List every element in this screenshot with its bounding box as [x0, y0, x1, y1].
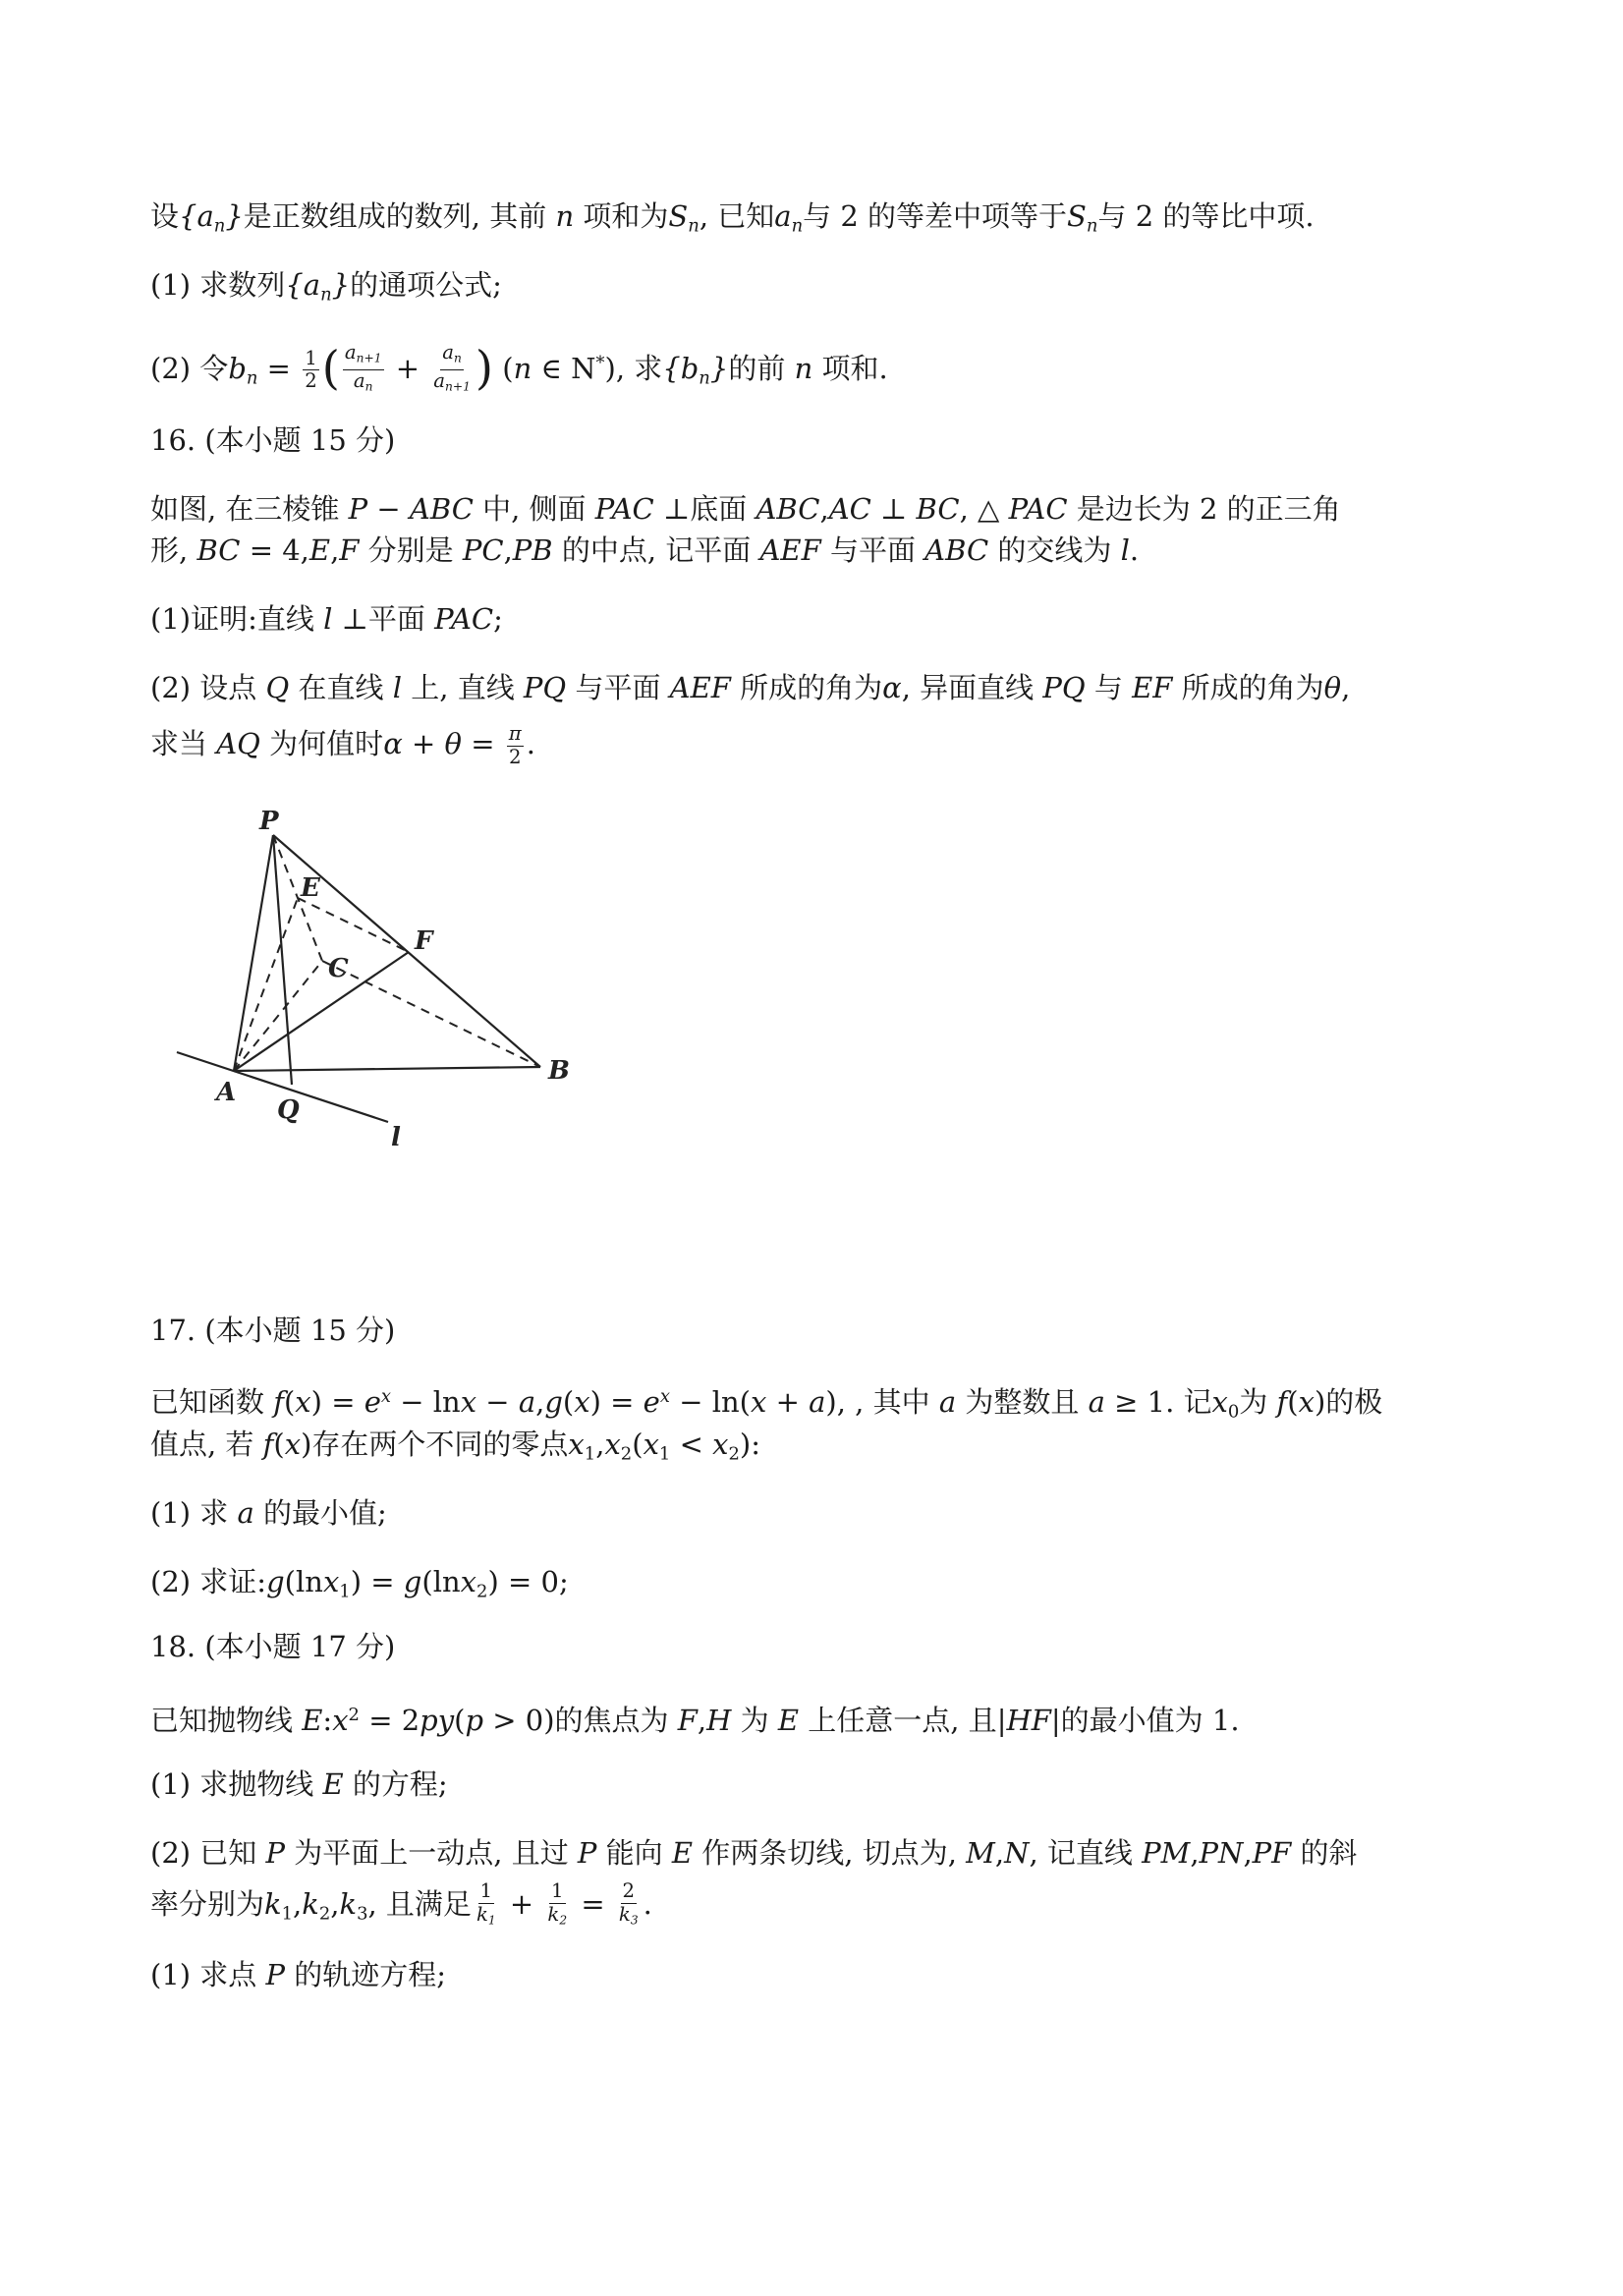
q17-part2: (2) 求证:g(lnx$_1$) = g(lnx$_2$) = 0; [150, 1565, 569, 1602]
q15-intro: 设$\{a_n\}$是正数组成的数列, 其前 n 项和为$S_n$, 已知$a_n$与 2 的等差中项等于$S_n$与 2 的等比中项. [150, 199, 1315, 237]
q18-statement: 已知抛物线 $E:x^2 = 2py(p > 0)$的焦点为 F,H 为 E 上任意一点, 且|HF|的最小值为 1. [150, 1703, 1240, 1737]
edge-AF [234, 952, 409, 1071]
q17-statement-line2: 值点, 若 f(x)存在两个不同的零点$x_1,x_2(x_1 < x_2)$: [150, 1428, 760, 1465]
q16-statement-line1: 如图, 在三棱锥 P − ABC 中, 侧面 PAC ⊥底面 ABC,AC ⊥ BC, △ PAC 是边长为 2 的正三角 [150, 492, 1341, 526]
q17-statement-line1: 已知函数 $f(x) = e^x - \ln x - a,g(x) = e^x - \ln(x + a)$, , 其中 a 为整数且 a ≥ 1. 记$x_0$为 f(x)的极 [150, 1384, 1383, 1423]
label-P: P [259, 807, 279, 836]
q18-header: 18. (本小题 17 分) [150, 1630, 396, 1663]
q18-part2-line2: 率分别为$k_1,k_2,k_3$, 且满足 $\frac{1}{k_1}$ + $\frac{1}{k_2}$ = $\frac{2}{k_3}$ . [150, 1879, 652, 1928]
q18-subpart1: (1) 求点 P 的轨迹方程; [150, 1958, 447, 1991]
label-l: l [391, 1123, 401, 1152]
label-Q: Q [277, 1095, 300, 1125]
q16-header: 16. (本小题 15 分) [150, 423, 396, 457]
q16-part1: (1)证明:直线 l ⊥平面 PAC; [150, 602, 503, 636]
q18-part1: (1) 求抛物线 E 的方程; [150, 1767, 448, 1801]
q17-header: 17. (本小题 15 分) [150, 1314, 396, 1347]
label-A: A [216, 1078, 237, 1107]
edge-PB [273, 835, 540, 1067]
q16-part2-line2: 求当 AQ 为何值时α + θ = $\frac{\pi}{2}$ . [150, 722, 535, 768]
label-B: B [548, 1056, 570, 1086]
label-E: E [301, 873, 320, 903]
q16-part2-line1: (2) 设点 Q 在直线 l 上, 直线 PQ 与平面 AEF 所成的角为α, 异面直线 PQ 与 EF 所成的角为θ, [150, 671, 1351, 704]
q15-part1: (1) 求数列$\{a_n\}$的通项公式; [150, 268, 502, 306]
edge-PQ [273, 835, 292, 1085]
edge-AB [234, 1067, 540, 1071]
q16-statement-line2: 形, BC = 4,E,F 分别是 PC,PB 的中点, 记平面 AEF 与平面 ABC 的交线为 l. [150, 533, 1140, 567]
q18-part2-line1: (2) 已知 P 为平面上一动点, 且过 P 能向 E 作两条切线, 切点为, M,N, 记直线 PM,PN,PF 的斜 [150, 1836, 1358, 1870]
edge-PA [234, 835, 273, 1071]
edge-EF [298, 898, 409, 952]
pyramid-figure [147, 786, 619, 1179]
edge-CB [322, 961, 540, 1067]
label-F: F [415, 926, 433, 956]
q15-part2: (2) 令$b_n$ = $\frac{1}{2}$ ( $\frac{a_{n+1}}{a_n}$ + $\frac{a_n}{a_{n+1}}$ ) (n ∈ N*), 求$\{b_n\}$的前 n 项和. [150, 341, 888, 395]
label-C: C [328, 954, 349, 983]
edge-AC [234, 961, 322, 1071]
q17-part1: (1) 求 a 的最小值; [150, 1496, 387, 1530]
